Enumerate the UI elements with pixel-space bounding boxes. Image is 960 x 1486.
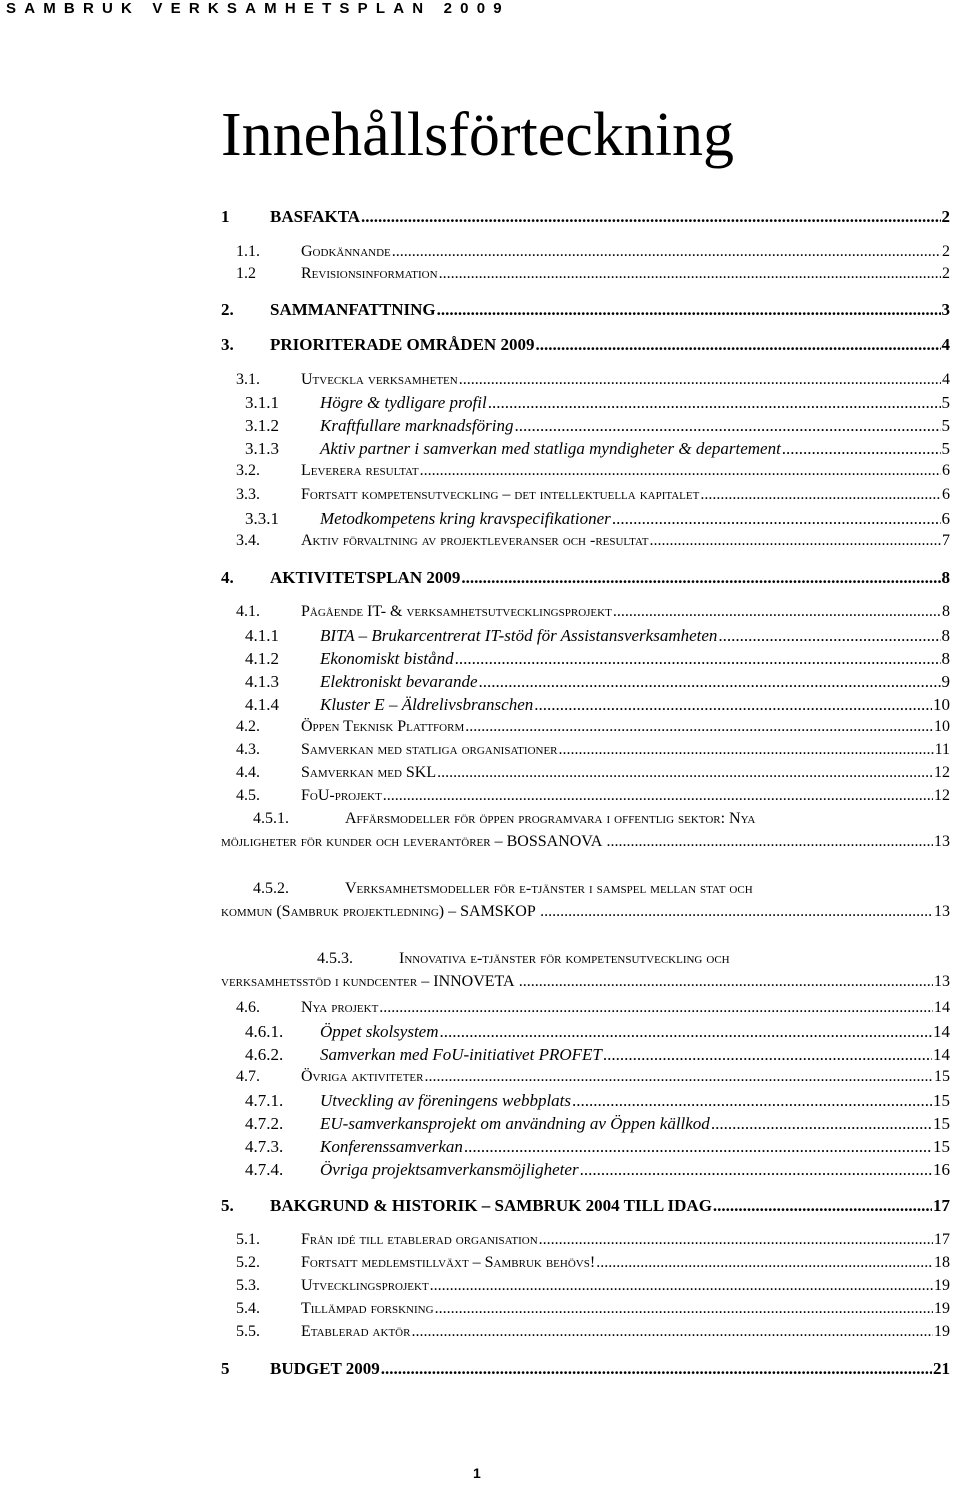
- toc-entry[interactable]: [245, 650, 950, 667]
- toc-entry-continuation[interactable]: [221, 834, 950, 850]
- toc-dot-leader: [596, 1255, 933, 1271]
- toc-entry[interactable]: [236, 533, 950, 549]
- toc-entry-number: 5: [221, 1359, 230, 1378]
- toc-entry-page: 6: [942, 462, 950, 479]
- toc-dot-leader: [440, 1023, 932, 1040]
- toc-entry[interactable]: [236, 487, 950, 503]
- toc-dot-leader: [612, 510, 941, 527]
- toc-entry[interactable]: [245, 1138, 950, 1155]
- page-title: Innehållsförteckning: [221, 101, 735, 169]
- toc-entry-number: 5.2.: [236, 1254, 260, 1271]
- toc-dot-leader: [711, 1115, 932, 1132]
- toc-dot-leader: [435, 1301, 933, 1317]
- toc-entry-number: 4.1.1: [245, 626, 279, 645]
- toc-entry-title: Etablerad aktör: [301, 1323, 411, 1340]
- toc-entry-number: 4.1.3: [245, 672, 279, 691]
- toc-entry-page: 11: [934, 741, 950, 758]
- toc-entry-number: 4.5.3.: [317, 950, 353, 967]
- toc-dot-leader: [439, 266, 941, 282]
- toc-entry-number: 4.7.: [236, 1068, 260, 1085]
- toc-entry[interactable]: [317, 951, 730, 967]
- toc-entry-number: 1.1.: [236, 243, 260, 260]
- toc-entry-number: 3.4.: [236, 532, 260, 549]
- toc-entry-number: 4.: [221, 568, 234, 587]
- toc-entry-title: BASFAKTA: [270, 207, 361, 226]
- toc-entry-page: 2: [941, 207, 950, 226]
- toc-entry[interactable]: [245, 1161, 950, 1178]
- toc-entry[interactable]: [236, 604, 950, 620]
- toc-entry[interactable]: [221, 336, 950, 353]
- toc-entry-project-name: – INNOVETA: [417, 973, 518, 990]
- toc-entry[interactable]: [221, 301, 950, 318]
- toc-entry-title: Kraftfullare marknadsföring: [320, 416, 514, 435]
- toc-dot-leader: [572, 1092, 932, 1109]
- toc-entry[interactable]: [236, 1278, 950, 1294]
- toc-dot-leader: [437, 765, 933, 781]
- toc-dot-leader: [479, 673, 941, 690]
- toc-dot-leader: [539, 1232, 933, 1248]
- toc-entry-page: 12: [934, 787, 950, 804]
- toc-entry[interactable]: [221, 208, 950, 225]
- toc-entry-title: Metodkompetens kring kravspecifikationer: [320, 509, 611, 528]
- toc-entry-page: 7: [942, 532, 950, 549]
- toc-dot-leader: [361, 208, 940, 225]
- toc-entry-page: 5: [941, 393, 950, 412]
- toc-dot-leader: [420, 463, 941, 479]
- toc-entry-page: 8: [942, 603, 950, 620]
- toc-entry-page: 6: [941, 509, 950, 528]
- toc-entry-page: 19: [934, 1277, 950, 1294]
- toc-entry-page: 6: [942, 486, 950, 503]
- toc-entry[interactable]: [221, 569, 950, 586]
- toc-entry[interactable]: [245, 627, 950, 644]
- toc-entry-number: 4.5.: [236, 787, 260, 804]
- toc-entry-title: SAMMANFATTNING: [270, 300, 436, 319]
- toc-entry-number: 5.4.: [236, 1300, 260, 1317]
- toc-entry-title: Innovativa e-tjänster för kompetensutveckling och: [399, 950, 730, 967]
- toc-entry-page: 10: [933, 695, 950, 714]
- toc-entry[interactable]: [236, 719, 950, 735]
- toc-entry-title: FoU-projekt: [301, 787, 382, 804]
- toc-entry[interactable]: [221, 1197, 950, 1214]
- toc-entry-page: 13: [934, 903, 950, 920]
- toc-entry-page: 17: [933, 1196, 950, 1215]
- toc-entry-page: 8: [941, 649, 950, 668]
- toc-entry-number: 3.2.: [236, 462, 260, 479]
- toc-entry[interactable]: [253, 881, 753, 897]
- toc-entry-page: 5: [941, 439, 950, 458]
- toc-entry-number: 4.7.3.: [245, 1137, 284, 1156]
- toc-entry-title-continued: verksamhetsstöd i kundcenter: [221, 973, 418, 990]
- toc-dot-leader: [430, 1278, 933, 1294]
- toc-dot-leader: [381, 1360, 932, 1377]
- toc-entry[interactable]: [236, 372, 950, 388]
- toc-entry[interactable]: [245, 1046, 950, 1063]
- toc-entry-number: 4.5.2.: [253, 880, 289, 897]
- toc-entry-title: BAKGRUND & HISTORIK – SAMBRUK 2004 TILL IDAG: [270, 1196, 712, 1215]
- toc-entry-number: 4.7.2.: [245, 1114, 284, 1133]
- toc-dot-leader: [488, 394, 941, 411]
- toc-entry-number: 4.4.: [236, 764, 260, 781]
- toc-entry-page: 4: [941, 335, 950, 354]
- toc-entry-title: Revisionsinformation: [301, 265, 438, 282]
- toc-dot-leader: [461, 569, 940, 586]
- toc-entry-title: Utvecklingsprojekt: [301, 1277, 429, 1294]
- toc-entry-page: 8: [941, 568, 950, 587]
- toc-entry-page: 14: [934, 999, 950, 1016]
- toc-entry-continuation[interactable]: [221, 904, 950, 920]
- toc-entry[interactable]: [245, 673, 950, 690]
- toc-entry-title: PRIORITERADE OMRÅDEN 2009: [270, 335, 535, 354]
- toc-entry-number: 4.6.: [236, 999, 260, 1016]
- toc-entry[interactable]: [236, 1000, 950, 1016]
- toc-entry[interactable]: [236, 1324, 950, 1340]
- toc-dot-leader: [465, 719, 933, 735]
- toc-entry-page: 19: [934, 1300, 950, 1317]
- toc-entry[interactable]: [245, 1092, 950, 1109]
- toc-entry-page: 14: [933, 1022, 950, 1041]
- toc-entry-number: 1.2: [236, 265, 256, 282]
- toc-entry[interactable]: [245, 417, 950, 434]
- toc-entry-title: Utveckla verksamheten: [301, 371, 458, 388]
- toc-entry-page: 3: [941, 300, 950, 319]
- toc-entry-title: AKTIVITETSPLAN 2009: [270, 568, 461, 587]
- toc-entry[interactable]: [236, 1232, 950, 1248]
- toc-dot-leader: [603, 1046, 932, 1063]
- toc-dot-leader: [535, 336, 940, 353]
- toc-entry-page: 15: [934, 1068, 950, 1085]
- toc-dot-leader: [519, 974, 933, 990]
- toc-entry[interactable]: [221, 1360, 950, 1377]
- toc-entry-number: 4.3.: [236, 741, 260, 758]
- toc-entry-title: Samverkan med statliga organisationer: [301, 741, 558, 758]
- toc-entry[interactable]: [236, 266, 950, 282]
- toc-entry-number: 4.7.1.: [245, 1091, 284, 1110]
- toc-entry-title: Aktiv förvaltning av projektleveranser och -resultat: [301, 532, 649, 549]
- toc-entry[interactable]: [236, 1301, 950, 1317]
- toc-dot-leader: [383, 788, 933, 804]
- toc-entry-title-continued: kommun (Sambruk projektledning): [221, 903, 445, 920]
- toc-entry-title: Öppen Teknisk Plattform: [301, 718, 465, 735]
- toc-dot-leader: [540, 904, 933, 920]
- toc-entry-title: Övriga projektsamverkansmöjligheter: [320, 1160, 579, 1179]
- toc-dot-leader: [392, 244, 941, 260]
- toc-entry-title: Verksamhetsmodeller för e-tjänster i samspel mellan stat och: [345, 880, 753, 897]
- toc-entry-page: 17: [934, 1231, 950, 1248]
- toc-entry-number: 1: [221, 207, 230, 226]
- toc-entry-page: 2: [942, 265, 950, 282]
- toc-entry-title-continued: möjligheter för kunder och leverantörer: [221, 833, 491, 850]
- toc-entry-title: Pågående IT- & verksamhetsutvecklingsprojekt: [301, 603, 612, 620]
- toc-entry-title: Högre & tydligare profil: [320, 393, 487, 412]
- toc-entry-page: 19: [934, 1323, 950, 1340]
- toc-dot-leader: [455, 650, 941, 667]
- toc-entry-number: 5.3.: [236, 1277, 260, 1294]
- toc-entry[interactable]: [236, 463, 950, 479]
- toc-entry-page: 15: [933, 1137, 950, 1156]
- toc-dot-leader: [613, 604, 941, 620]
- toc-entry-page: 5: [941, 416, 950, 435]
- toc-entry-title: Kluster E – Äldrelivsbranschen: [320, 695, 534, 714]
- toc-entry-number: 3.: [221, 335, 234, 354]
- toc-entry-page: 9: [941, 672, 950, 691]
- toc-entry[interactable]: [236, 742, 950, 758]
- toc-entry-title: Samverkan med FoU-initiativet PROFET: [320, 1045, 602, 1064]
- toc-entry-title: Från idé till etablerad organisation: [301, 1231, 538, 1248]
- toc-entry-number: 4.6.2.: [245, 1045, 284, 1064]
- page-number: 1: [473, 1465, 481, 1481]
- toc-entry-number: 5.: [221, 1196, 234, 1215]
- toc-dot-leader: [464, 1138, 932, 1155]
- toc-entry-number: 4.1.4: [245, 695, 279, 714]
- toc-entry-number: 3.1.2: [245, 416, 279, 435]
- toc-entry-page: 15: [933, 1114, 950, 1133]
- toc-entry-title: Nya projekt: [301, 999, 379, 1016]
- toc-dot-leader: [534, 696, 932, 713]
- toc-entry[interactable]: [236, 765, 950, 781]
- toc-dot-leader: [437, 301, 941, 318]
- toc-entry-page: 16: [933, 1160, 950, 1179]
- toc-entry[interactable]: [245, 1115, 950, 1132]
- toc-entry[interactable]: [236, 244, 950, 260]
- toc-entry-number: 4.7.4.: [245, 1160, 284, 1179]
- toc-entry-title: Övriga aktiviteter: [301, 1068, 424, 1085]
- toc-entry-page: 18: [934, 1254, 950, 1271]
- toc-entry-title: Öppet skolsystem: [320, 1022, 439, 1041]
- running-header: SAMBRUK VERKSAMHETSPLAN 2009: [6, 0, 510, 17]
- toc-entry-number: 3.1.: [236, 371, 260, 388]
- toc-dot-leader: [379, 1000, 933, 1016]
- toc-entry-number: 3.3.1: [245, 509, 279, 528]
- toc-entry-number: 4.6.1.: [245, 1022, 284, 1041]
- toc-entry-title: Godkännande: [301, 243, 391, 260]
- toc-entry-page: 13: [934, 833, 950, 850]
- toc-entry-number: 4.1.2: [245, 649, 279, 668]
- toc-dot-leader: [700, 487, 941, 503]
- toc-entry-title: EU-samverkansprojekt om användning av Öppen källkod: [320, 1114, 710, 1133]
- toc-entry-number: 3.1.1: [245, 393, 279, 412]
- toc-dot-leader: [649, 533, 941, 549]
- toc-dot-leader: [718, 627, 940, 644]
- toc-dot-leader: [606, 834, 933, 850]
- toc-dot-leader: [459, 372, 941, 388]
- toc-entry-page: 21: [933, 1359, 950, 1378]
- toc-dot-leader: [411, 1324, 933, 1340]
- toc-entry-title: BUDGET 2009: [270, 1359, 380, 1378]
- toc-dot-leader: [514, 417, 940, 434]
- toc-entry-continuation[interactable]: [221, 974, 950, 990]
- toc-entry[interactable]: [236, 788, 950, 804]
- toc-entry-title: Affärsmodeller för öppen programvara i offentlig sektor: Nya: [345, 810, 756, 827]
- toc-entry[interactable]: [245, 394, 950, 411]
- toc-entry-title: Utveckling av föreningens webbplats: [320, 1091, 572, 1110]
- toc-entry-number: 5.5.: [236, 1323, 260, 1340]
- toc-entry-title: Konferenssamverkan: [320, 1137, 463, 1156]
- toc-entry-page: 10: [934, 718, 950, 735]
- toc-entry-page: 4: [942, 371, 950, 388]
- toc-dot-leader: [782, 440, 941, 457]
- toc-dot-leader: [424, 1069, 933, 1085]
- toc-entry-page: 13: [934, 973, 950, 990]
- toc-entry-page: 2: [942, 243, 950, 260]
- toc-entry[interactable]: [236, 1255, 950, 1271]
- toc-entry-number: 2.: [221, 300, 234, 319]
- toc-entry-title: Elektroniskt bevarande: [320, 672, 478, 691]
- toc-entry-number: 4.2.: [236, 718, 260, 735]
- toc-entry[interactable]: [245, 440, 950, 457]
- toc-entry-title: BITA – Brukarcentrerat IT-stöd för Assistansverksamheten: [320, 626, 718, 645]
- toc-entry[interactable]: [253, 811, 755, 827]
- toc-dot-leader: [580, 1161, 932, 1178]
- toc-entry-title: Samverkan med SKL: [301, 764, 437, 781]
- toc-entry-page: 12: [934, 764, 950, 781]
- toc-entry-project-name: – BOSSANOVA: [490, 833, 606, 850]
- toc-entry-title: Fortsatt kompetensutveckling – det intellektuella kapitalet: [301, 486, 700, 503]
- toc-entry[interactable]: [245, 1023, 950, 1040]
- toc-entry-title: Leverera resultat: [301, 462, 419, 479]
- toc-entry-page: 14: [933, 1045, 950, 1064]
- toc-entry-page: 15: [933, 1091, 950, 1110]
- toc-entry-number: 5.1.: [236, 1231, 260, 1248]
- toc-entry-project-name: – SAMSKOP: [444, 903, 540, 920]
- toc-entry-number: 3.3.: [236, 486, 260, 503]
- toc-entry[interactable]: [236, 1069, 950, 1085]
- toc-entry-title: Tillämpad forskning: [301, 1300, 434, 1317]
- toc-dot-leader: [713, 1197, 932, 1214]
- toc-entry[interactable]: [245, 510, 950, 527]
- toc-entry-title: Aktiv partner i samverkan med statliga myndigheter & departement: [320, 439, 781, 458]
- toc-dot-leader: [559, 742, 934, 758]
- toc-entry-number: 4.5.1.: [253, 810, 289, 827]
- toc-entry-number: 3.1.3: [245, 439, 279, 458]
- toc-entry-page: 8: [941, 626, 950, 645]
- toc-entry-number: 4.1.: [236, 603, 260, 620]
- toc-entry-title: Fortsatt medlemstillväxt – Sambruk behövs!: [301, 1254, 596, 1271]
- toc-entry[interactable]: [245, 696, 950, 713]
- toc-entry-title: Ekonomiskt bistånd: [320, 649, 454, 668]
